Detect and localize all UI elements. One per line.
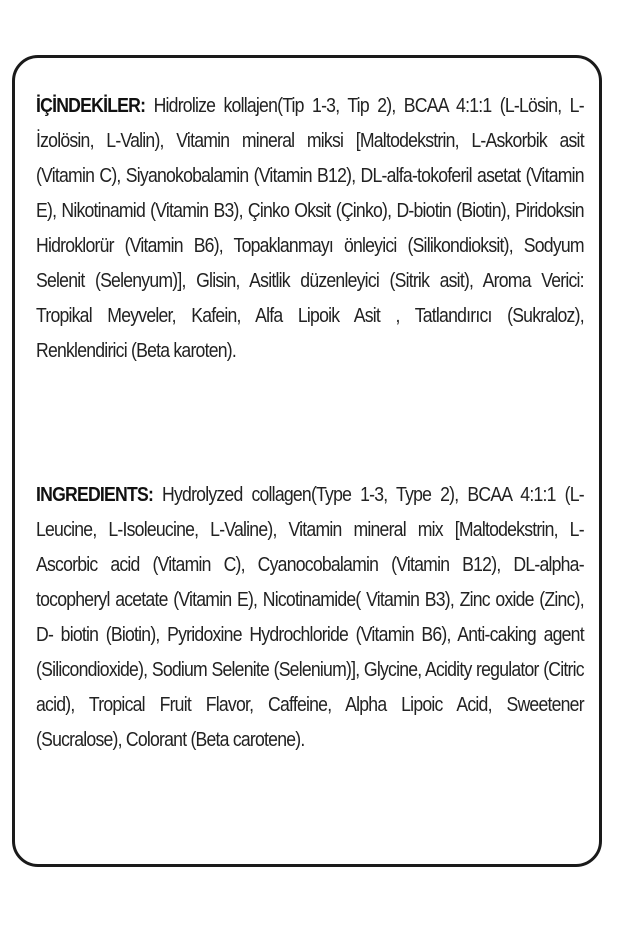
turkish-ingredients-heading: İÇİNDEKİLER: xyxy=(36,94,154,117)
english-ingredients-heading: INGREDIENTS: xyxy=(36,483,163,506)
turkish-ingredients-paragraph xyxy=(36,88,584,368)
turkish-ingredients-text: Hidrolize kollajen(Tip 1-3, Tip 2), BCAA 4:1:1 (L-Lösin, L-İzolösin, L-Valin), Vitamin mineral miksi [Maltodekstrin, L-Askorbik asit (Vitamin C), Siyanokobalamin (Vitamin B12), DL-alfa-tokoferil asetat (Vitamin E), Nikotinamid (Vitamin B3), Çinko Oksit (Çinko), D-biotin (Biotin), Piridoksin Hidroklorür (Vitamin B6), Topaklanmayı önleyici (Silikondioksit), Sodyum Selenit (Selenyum)], Glisin, Asitlik düzenleyici (Sitrik asit), Aroma Verici: Tropikal Meyveler, Kafein, Alfa Lipoik Asit , Tatlandırıcı (Sukraloz), Renklendirici (Beta karoten). xyxy=(36,94,584,362)
english-ingredients-text: Hydrolyzed collagen(Type 1-3, Type 2), BCAA 4:1:1 (L-Leucine, L-Isoleucine, L-Valine), Vitamin mineral mix [Maltodekstrin, L-Ascorbic acid (Vitamin C), Cyanocobalamin (Vitamin B12), DL-alpha-tocopheryl acetate (Vitamin E), Nicotinamide( Vitamin B3), Zinc oxide (Zinc), D- biotin (Biotin), Pyridoxine Hydrochloride (Vitamin B6), Anti-caking agent (Silicondioxide), Sodium Selenite (Selenium)], Glycine, Acidity regulator (Citric acid), Tropical Fruit Flavor, Caffeine, Alpha Lipoic Acid, Sweetener (Sucralose), Colorant (Beta carotene). xyxy=(36,483,584,751)
english-ingredients-paragraph xyxy=(36,477,584,757)
